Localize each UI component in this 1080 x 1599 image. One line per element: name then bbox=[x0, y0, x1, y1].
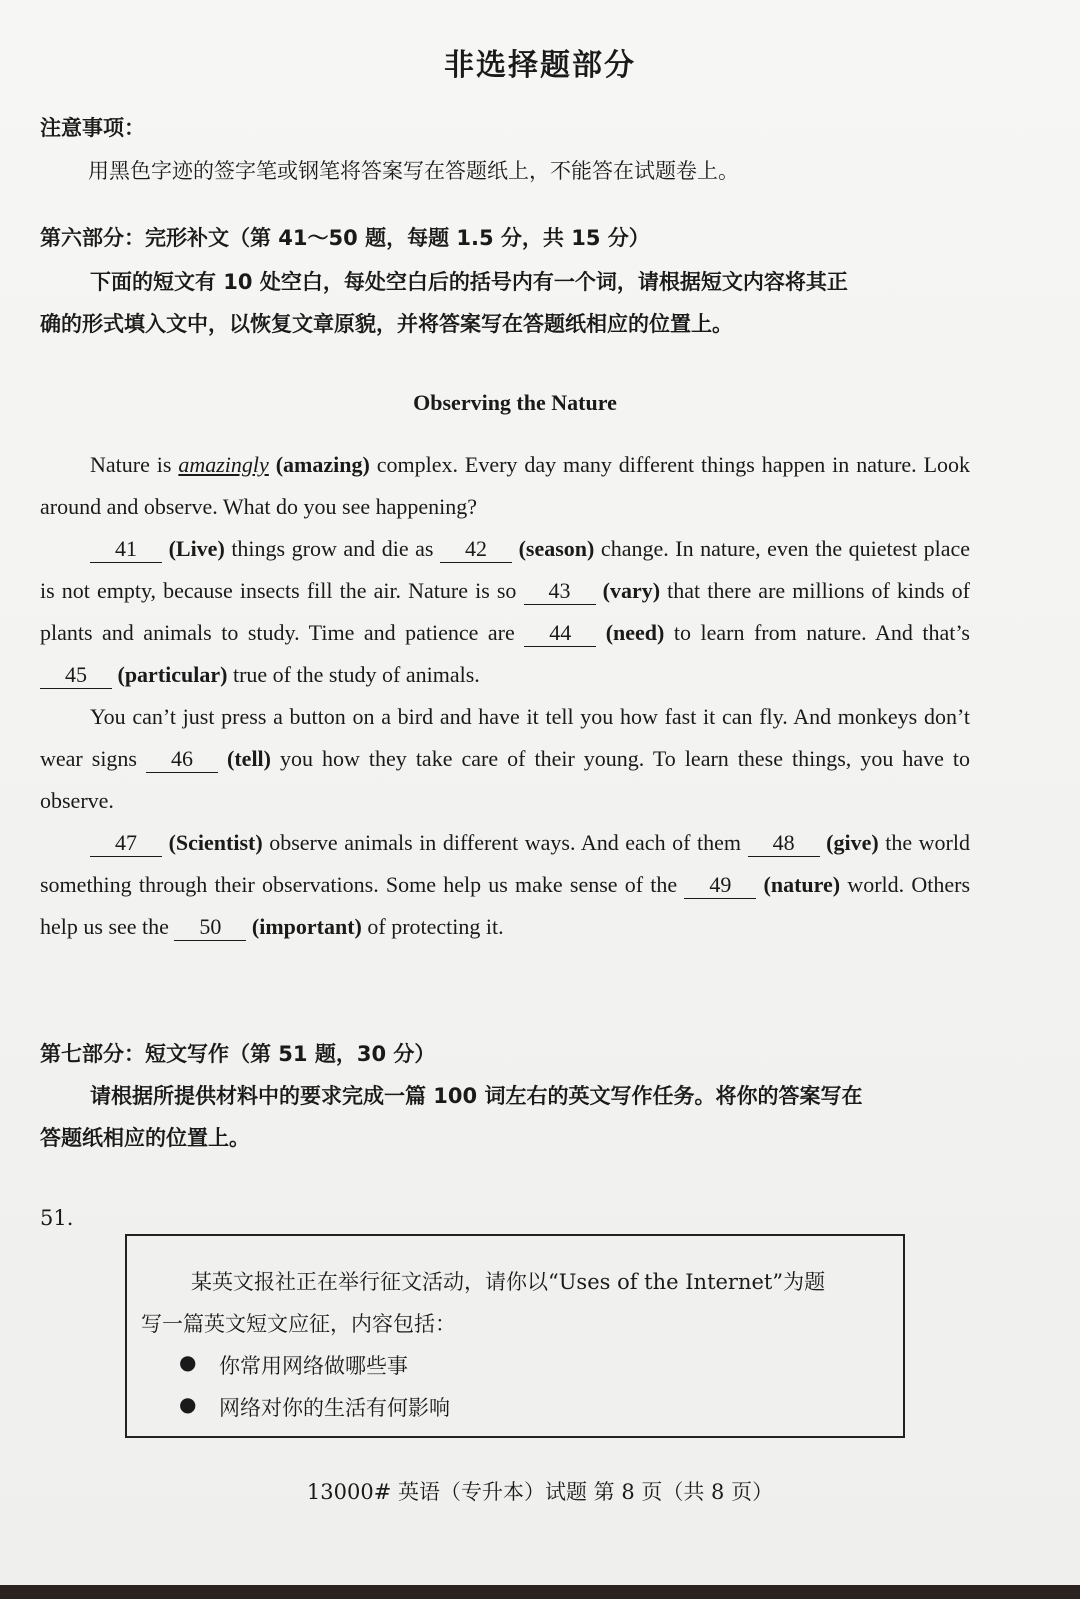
part6-instruction-line2: 确的形式填入文中，以恢复文章原貌，并将答案写在答题纸相应的位置上。 bbox=[40, 312, 733, 336]
task-line-1: 某英文报社正在举行征文活动，请你以“Uses of the Internet”为题 bbox=[191, 1270, 826, 1294]
blank-50: 50 bbox=[174, 914, 246, 941]
given-word: (tell) bbox=[227, 746, 271, 771]
given-word: (important) bbox=[251, 914, 362, 939]
question-number: 51. bbox=[40, 1206, 74, 1230]
example-answer: amazingly bbox=[178, 452, 269, 477]
passage-paragraph-1: Nature is amazingly (amazing) complex. Every day many different things happen in nature. Look around and observe. What do you see happening? bbox=[40, 452, 971, 519]
given-word: (Scientist) bbox=[168, 830, 263, 855]
bullet-icon: ● bbox=[179, 1392, 197, 1416]
passage-paragraph-4: 47 (Scientist) observe animals in different ways. And each of them 48 (give) the world something through their observations. Some help us make sense of the 49 (nature) world. Others help us see the 50 (important) of protecting it. bbox=[40, 830, 971, 939]
part7-instruction-line1: 请根据所提供材料中的要求完成一篇 100 词左右的英文写作任务。将你的答案写在 bbox=[90, 1084, 863, 1108]
page-title: 非选择题部分 bbox=[444, 48, 636, 83]
given-word: (season) bbox=[518, 536, 595, 561]
blank-47: 47 bbox=[90, 830, 162, 857]
blank-43: 43 bbox=[524, 578, 596, 605]
task-bullet-2: 网络对你的生活有何影响 bbox=[219, 1396, 450, 1420]
blank-48: 48 bbox=[748, 830, 820, 857]
part7-instruction-line2: 答题纸相应的位置上。 bbox=[40, 1126, 250, 1150]
passage-paragraph-2: 41 (Live) things grow and die as 42 (season) change. In nature, even the quietest place is not empty, because insects fill the air. Nature is so 43 (vary) that there are millions of kinds of plants and animals to study. Time and patience are 44 (need) to learn from nature. And that’s 45 (particular) true of the study of animals. bbox=[40, 536, 971, 687]
passage bbox=[40, 444, 970, 948]
blank-44: 44 bbox=[524, 620, 596, 647]
given-word: (particular) bbox=[117, 662, 228, 687]
part6-heading: 第六部分：完形补文（第 41～50 题，每题 1.5 分，共 15 分） bbox=[40, 226, 650, 250]
blank-45: 45 bbox=[40, 662, 112, 689]
blank-46: 46 bbox=[146, 746, 218, 773]
given-word: (need) bbox=[605, 620, 665, 645]
given-word: (vary) bbox=[602, 578, 661, 603]
writing-task-box bbox=[125, 1234, 905, 1438]
notice-heading: 注意事项： bbox=[40, 116, 145, 140]
given-word: (nature) bbox=[763, 872, 841, 897]
blank-41: 41 bbox=[90, 536, 162, 563]
passage-title: Observing the Nature bbox=[413, 390, 617, 415]
part6-instruction-line1: 下面的短文有 10 处空白，每处空白后的括号内有一个词，请根据短文内容将其正 bbox=[90, 270, 848, 294]
task-line-2: 写一篇英文短文应征，内容包括： bbox=[141, 1312, 456, 1336]
page-footer: 13000# 英语（专升本）试题 第 8 页（共 8 页） bbox=[306, 1480, 774, 1504]
given-word: (Live) bbox=[168, 536, 225, 561]
task-bullet-1: 你常用网络做哪些事 bbox=[219, 1354, 408, 1378]
given-word: (amazing) bbox=[275, 452, 370, 477]
passage-paragraph-3: You can’t just press a button on a bird and have it tell you how fast it can fly. And monkeys don’t wear signs 46 (tell) you how they take care of their young. To learn these things, you have to observe. bbox=[40, 704, 970, 813]
given-word: (give) bbox=[826, 830, 879, 855]
notice-text: 用黑色字迹的签字笔或钢笔将答案写在答题纸上，不能答在试题卷上。 bbox=[88, 159, 739, 183]
page-bottom-edge bbox=[0, 1585, 1080, 1599]
part7-heading: 第七部分：短文写作（第 51 题，30 分） bbox=[40, 1042, 436, 1066]
blank-42: 42 bbox=[440, 536, 512, 563]
blank-49: 49 bbox=[684, 872, 756, 899]
bullet-icon: ● bbox=[179, 1350, 197, 1374]
